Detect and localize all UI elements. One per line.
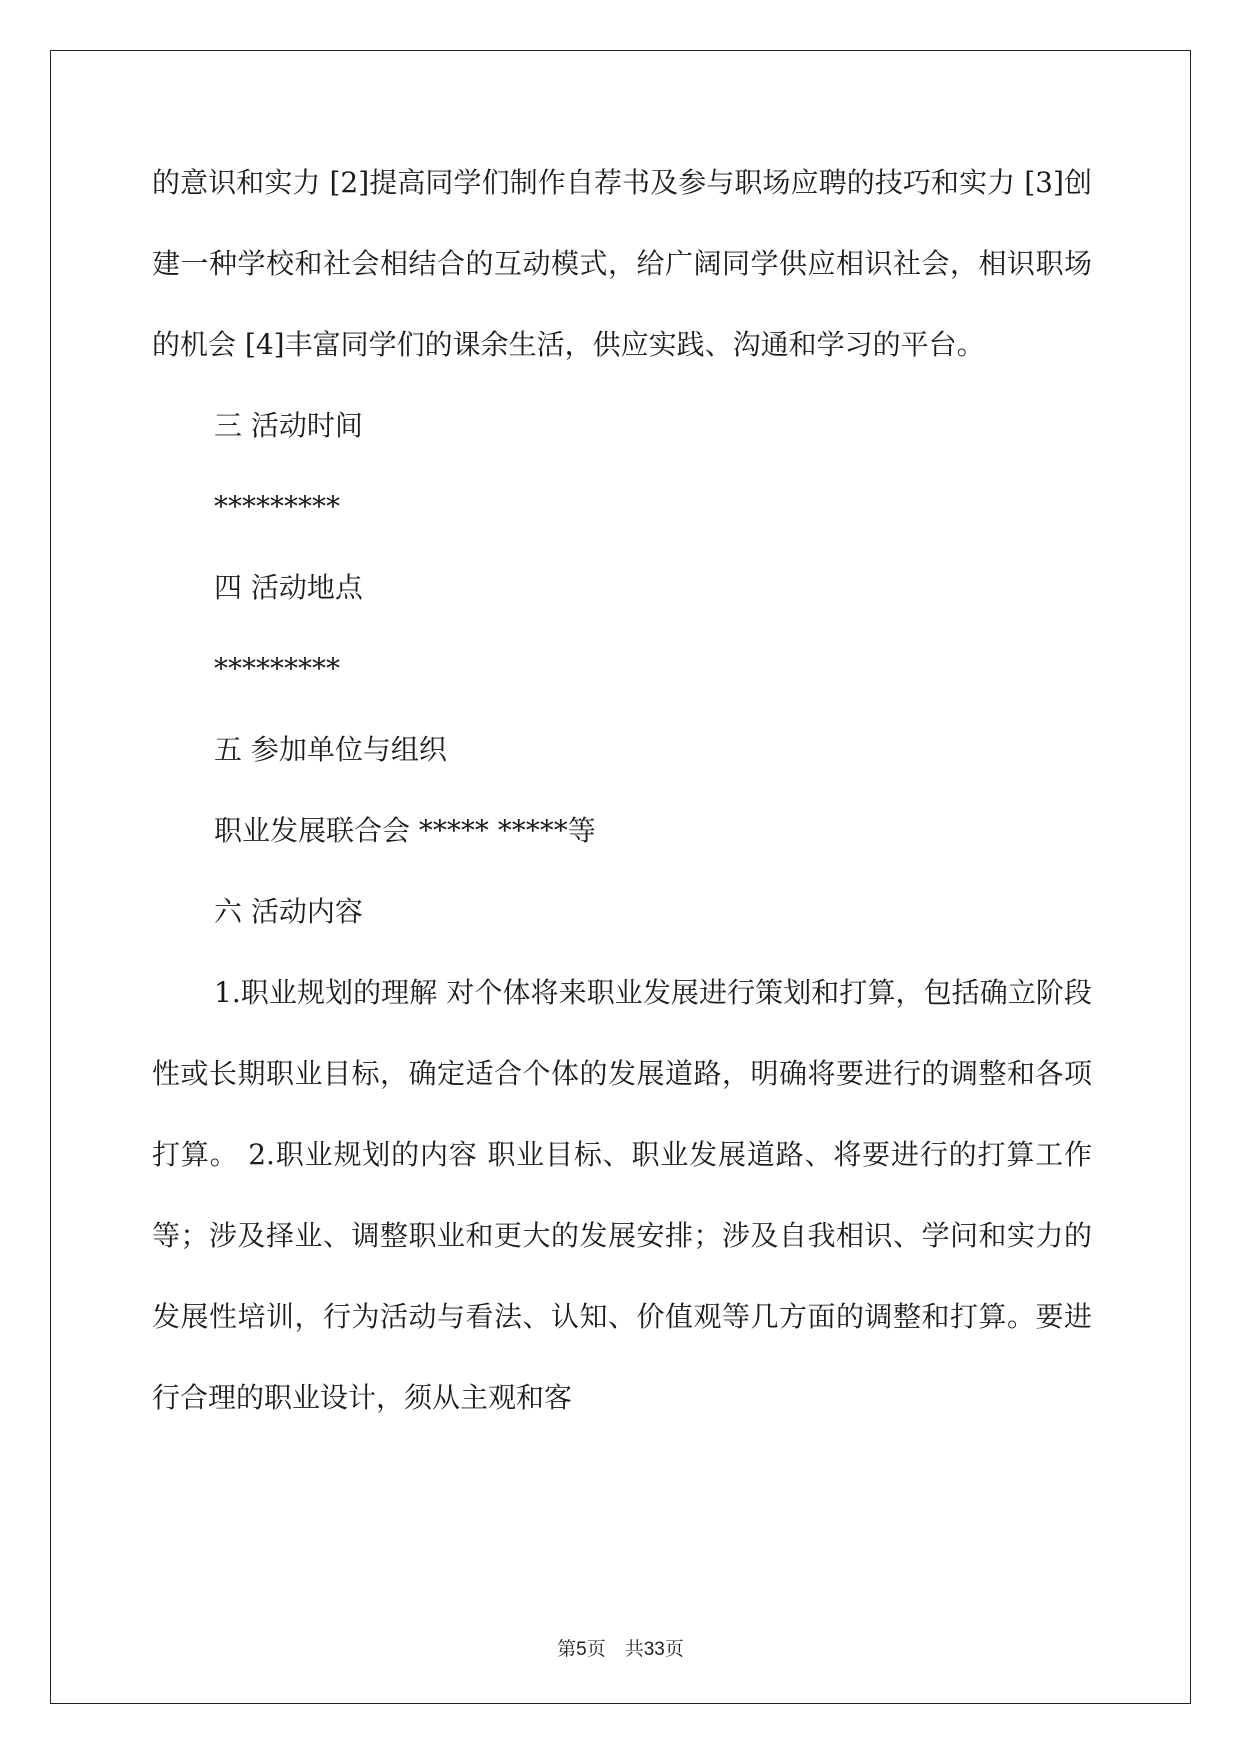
paragraph-objectives: 的意识和实力 [2]提高同学们制作自荐书及参与职场应聘的技巧和实力 [3]创建一种学校和社会相结合的互动模式，给广阔同学供应相识社会，相识职场的机会 [4]丰富同学们的课余生活，供应实践、沟通和学习的平台。 [152, 166, 1092, 361]
paragraph-career-planning: 1.职业规划的理解 对个体将来职业发展进行策划和打算，包括确立阶段性或长期职业目标，确定适合个体的发展道路，明确将要进行的调整和各项打算。 2.职业规划的内容 职业目标、职业发展道路、将要进行的打算工作等；涉及择业、调整职业和更大的发展安排；涉及自我相识、学问和实力的发展性培训，行为活动与看法、认知、价值观等几方面的调整和打算。要进行合理的职业设计，须从主观和客 [152, 976, 1092, 1414]
footer-prefix: 第 [557, 1638, 577, 1660]
footer-suffix: 页 [664, 1638, 684, 1660]
activity-time-value: ********* [214, 490, 340, 523]
footer-page-number: 5 [576, 1639, 587, 1660]
heading-activity-content: 六 活动内容 [214, 895, 363, 928]
participants-value: 职业发展联合会 ***** *****等 [214, 814, 596, 847]
heading-participants: 五 参加单位与组织 [214, 733, 447, 766]
activity-location-value: ********* [214, 652, 340, 685]
heading-activity-time: 三 活动时间 [214, 409, 363, 442]
page-footer [0, 1634, 1241, 1661]
heading-activity-location: 四 活动地点 [214, 571, 363, 604]
document-body [152, 165, 1092, 1438]
footer-mid: 页 共 [586, 1638, 644, 1660]
footer-total-pages: 33 [643, 1639, 665, 1660]
